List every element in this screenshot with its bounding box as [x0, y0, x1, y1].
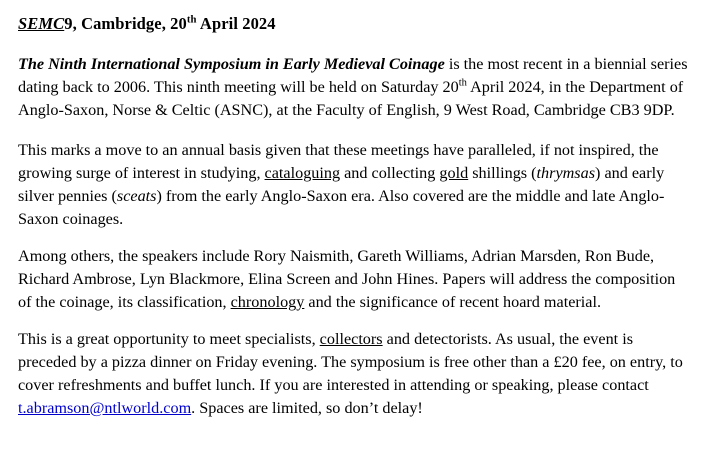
page-title-acronym: SEMC — [18, 14, 65, 33]
symposium-name: The Ninth International Symposium in Early Medieval Coinage — [18, 54, 445, 73]
paragraph-intro — [18, 53, 689, 122]
opportunity-text-2: and detectorists. As usual, the event is preceded by a pizza dinner on Friday evening. The symposium is free other than a £20 fee, on entry, to cover refreshments and buffet lunch. If you are interested in attending or speaking, please contact — [18, 329, 683, 394]
opportunity-text-3: . Spaces are limited, so don’t delay! — [191, 398, 423, 417]
contact-email-link[interactable]: t.abramson@ntlworld.com — [18, 398, 192, 417]
term-sceats: sceats — [116, 186, 157, 205]
paragraph-speakers — [18, 245, 689, 314]
speakers-text-1: Among others, the speakers include Rory Naismith, Gareth Williams, Adrian Marsden, Ron Bude, Richard Ambrose, Lyn Blackmore, Elina Screen and John Hines. Papers will address the composition of the coinage, its classification, — [18, 246, 676, 311]
annual-underline-gold: gold — [439, 163, 469, 182]
opportunity-underline-collectors: collectors — [319, 329, 383, 348]
intro-text-2: April 2024, in the Department of Anglo-Saxon, Norse & Celtic (ASNC), at the Faculty of English, 9 West Road, Cambridge CB3 9DP. — [18, 77, 684, 119]
intro-text-1: is the most recent in a biennial series dating back to 2006. This ninth meeting will be held on Saturday 20 — [18, 54, 688, 96]
annual-underline-cataloguing: cataloguing — [264, 163, 341, 182]
paragraph-opportunity — [18, 328, 689, 420]
paragraph-annual-basis — [18, 139, 689, 231]
page-title-rest: 9, Cambridge, 20 — [64, 14, 187, 33]
speakers-text-2: and the significance of recent hoard material. — [304, 292, 601, 311]
speakers-underline-chronology: chronology — [230, 292, 305, 311]
annual-text-1: This marks a move to an annual basis given that these meetings have paralleled, if not inspired, the growing surge of interest in studying, — [18, 140, 659, 182]
page-title — [18, 14, 689, 35]
intro-ordinal-suffix: th — [458, 77, 467, 89]
annual-text-2: and collecting — [340, 163, 440, 182]
page-title-ordinal-suffix: th — [186, 13, 197, 26]
annual-text-5: ) from the early Anglo-Saxon era. Also covered are the middle and late Anglo-Saxon coinages. — [18, 186, 665, 228]
annual-text-3: shillings ( — [468, 163, 537, 182]
page-title-tail: April 2024 — [196, 14, 276, 33]
annual-text-4: ) and early silver pennies ( — [18, 163, 665, 205]
term-thrymsas: thrymsas — [536, 163, 596, 182]
opportunity-text-1: This is a great opportunity to meet specialists, — [18, 329, 320, 348]
